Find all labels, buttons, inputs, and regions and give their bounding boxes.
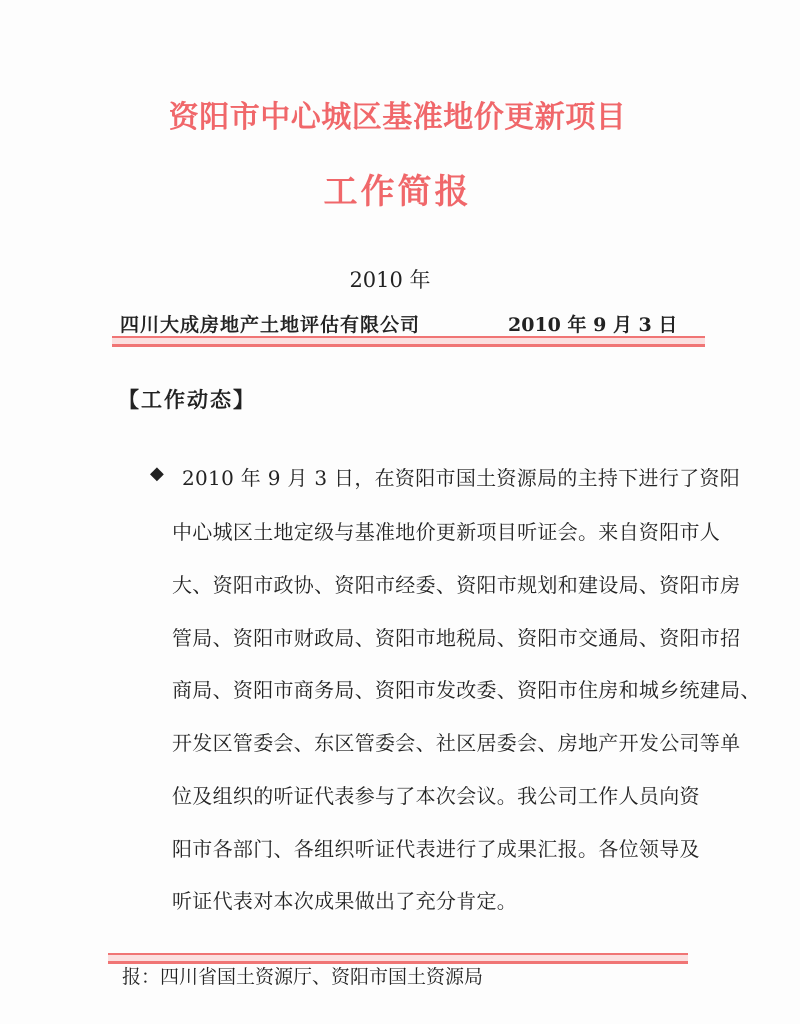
issuing-company: 四川大成房地产土地评估有限公司: [120, 314, 421, 336]
section-heading: 【工作动态】: [118, 387, 256, 412]
document-subtitle: 工作简报: [323, 172, 472, 212]
report-recipients: 报：四川省国土资源厅、资阳市国土资源局: [122, 966, 484, 988]
body-line: 中心城区土地定级与基准地价更新项目听证会。来自资阳市人: [172, 520, 721, 544]
body-line: 商局、资阳市商务局、资阳市发改委、资阳市住房和城乡统建局、: [172, 678, 761, 702]
body-line: 阳市各部门、各组织听证代表进行了成果汇报。各位领导及: [172, 837, 700, 861]
body-line: 开发区管委会、东区管委会、社区居委会、房地产开发公司等单: [172, 731, 741, 755]
header-divider: [112, 336, 705, 347]
body-line: 2010 年 9 月 3 日，在资阳市国土资源局的主持下进行了资阳: [182, 466, 741, 490]
issue-date: 2010 年 9 月 3 日: [508, 314, 678, 336]
diamond-bullet-icon: ◆: [150, 463, 164, 484]
body-line: 管局、资阳市财政局、资阳市地税局、资阳市交通局、资阳市招: [172, 626, 741, 650]
issue-year: 2010 年: [349, 268, 431, 292]
document-title: 资阳市中心城区基准地价更新项目: [168, 100, 627, 135]
body-line: 位及组织的听证代表参与了本次会议。我公司工作人员向资: [172, 784, 700, 808]
body-line: 大、资阳市政协、资阳市经委、资阳市规划和建设局、资阳市房: [172, 573, 741, 597]
body-line: 听证代表对本次成果做出了充分肯定。: [172, 889, 518, 913]
